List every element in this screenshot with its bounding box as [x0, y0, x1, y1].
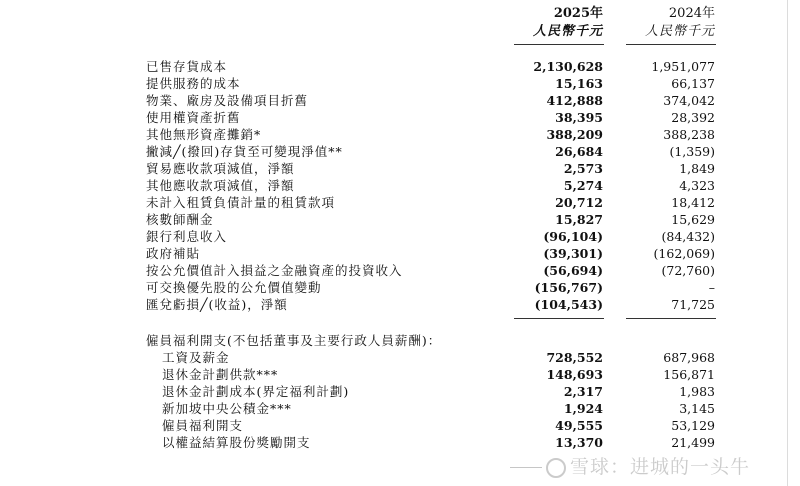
table-row — [0, 434, 800, 451]
table-row — [0, 194, 800, 211]
table-row — [0, 245, 800, 262]
snowball-logo-icon — [546, 458, 566, 478]
table-row — [0, 400, 800, 417]
value-2024: 15,629 — [671, 212, 715, 227]
row-label: 使用權資產折舊 — [146, 110, 241, 125]
row-label: 可交換優先股的公允價值變動 — [146, 280, 322, 295]
row-label: 僱員福利開支 — [162, 418, 244, 433]
row-label: 貿易應收款項減值，淨額 — [146, 161, 295, 176]
value-2024: 71,725 — [671, 297, 715, 312]
value-2024: 3,145 — [679, 401, 715, 416]
value-2024: (162,069) — [653, 246, 715, 261]
subtotal-rule-2025 — [514, 318, 604, 319]
value-2025: 1,924 — [563, 401, 603, 416]
employee-benefit-heading: 僱員福利開支(不包括董事及主要行政人員薪酬)： — [146, 333, 442, 348]
value-2025: 49,555 — [555, 418, 603, 433]
value-2024: 1,849 — [679, 161, 715, 176]
table-row — [0, 349, 800, 366]
value-2025: 20,712 — [555, 195, 603, 210]
value-2025: (104,543) — [534, 297, 603, 312]
row-label: 新加坡中央公積金*** — [162, 401, 292, 416]
row-label: 其他無形資產攤銷* — [146, 127, 262, 142]
row-label: 政府補貼 — [146, 246, 201, 261]
header-underline-2024 — [626, 44, 716, 45]
value-2025: (39,301) — [543, 246, 603, 261]
value-2025: 388,209 — [546, 127, 603, 142]
section-heading-row — [0, 332, 800, 349]
value-2025: 13,370 — [555, 435, 603, 450]
table-row — [0, 177, 800, 194]
table-row — [0, 109, 800, 126]
table-row — [0, 143, 800, 160]
value-2024: – — [708, 280, 715, 295]
table-row — [0, 279, 800, 296]
header-underline-2025 — [514, 44, 604, 45]
value-2025: (96,104) — [543, 229, 603, 244]
row-label: 撇減╱(撥回)存貨至可變現淨值** — [146, 144, 343, 159]
value-2025: 412,888 — [546, 93, 603, 108]
value-2024: 18,412 — [671, 195, 715, 210]
row-label: 工資及薪金 — [162, 350, 230, 365]
table-row — [0, 126, 800, 143]
watermark — [510, 452, 750, 479]
value-2025: 2,317 — [563, 384, 603, 399]
column-header-year-2025: 2025年 — [553, 6, 603, 21]
column-header-unit-2024: 人民幣千元 — [644, 24, 715, 39]
row-label: 其他應收款項減值，淨額 — [146, 178, 295, 193]
value-2024: (72,760) — [661, 263, 715, 278]
watermark-text: 雪球：进城的一头牛 — [570, 456, 751, 478]
row-label: 銀行利息收入 — [146, 229, 228, 244]
table-row — [0, 160, 800, 177]
page-edge-divider — [787, 0, 788, 486]
value-2025: 26,684 — [555, 144, 603, 159]
row-label: 匯兌虧損╱(收益)，淨額 — [146, 297, 288, 312]
value-2024: 374,042 — [663, 93, 715, 108]
value-2024: 1,983 — [679, 384, 715, 399]
value-2025: 2,573 — [563, 161, 603, 176]
row-label: 未計入租賃負債計量的租賃款項 — [146, 195, 336, 210]
table-row — [0, 366, 800, 383]
value-2024: 66,137 — [671, 76, 715, 91]
value-2024: (1,359) — [669, 144, 715, 159]
value-2025: 15,163 — [555, 76, 603, 91]
table-row — [0, 296, 800, 313]
row-label: 提供服務的成本 — [146, 76, 241, 91]
row-label: 退休金計劃成本(界定福利計劃) — [162, 384, 350, 399]
table-row — [0, 92, 800, 109]
table-row — [0, 417, 800, 434]
value-2025: 15,827 — [555, 212, 603, 227]
value-2025: 38,395 — [555, 110, 603, 125]
table-row — [0, 211, 800, 228]
value-2024: 4,323 — [679, 178, 715, 193]
column-header-year-2024: 2024年 — [668, 6, 715, 21]
value-2024: (84,432) — [661, 229, 715, 244]
value-2025: 5,274 — [563, 178, 603, 193]
value-2024: 28,392 — [671, 110, 715, 125]
table-row — [0, 58, 800, 75]
value-2024: 388,238 — [663, 127, 715, 142]
row-label: 已售存貨成本 — [146, 59, 228, 74]
table-row — [0, 75, 800, 92]
row-label: 按公允價值計入損益之金融資產的投資收入 — [146, 263, 403, 278]
value-2025: (156,767) — [534, 280, 603, 295]
section-spacer — [0, 313, 800, 332]
value-2025: 728,552 — [546, 350, 603, 365]
value-2024: 21,499 — [671, 435, 715, 450]
watermark-dash — [510, 467, 542, 468]
table-row — [0, 262, 800, 279]
value-2024: 687,968 — [663, 350, 715, 365]
row-label: 以權益結算股份獎勵開支 — [162, 435, 311, 450]
column-header-unit-2025: 人民幣千元 — [532, 24, 603, 39]
value-2024: 1,951,077 — [651, 59, 715, 74]
table-row — [0, 228, 800, 245]
value-2025: 148,693 — [546, 367, 603, 382]
table-row — [0, 383, 800, 400]
row-label: 核數師酬金 — [146, 212, 214, 227]
value-2024: 156,871 — [663, 367, 715, 382]
value-2024: 53,129 — [671, 418, 715, 433]
row-label: 物業、廠房及設備項目折舊 — [146, 93, 309, 108]
subtotal-rule-2024 — [626, 318, 716, 319]
row-label: 退休金計劃供款*** — [162, 367, 279, 382]
value-2025: 2,130,628 — [533, 59, 603, 74]
expense-table — [0, 58, 800, 451]
value-2025: (56,694) — [543, 263, 603, 278]
